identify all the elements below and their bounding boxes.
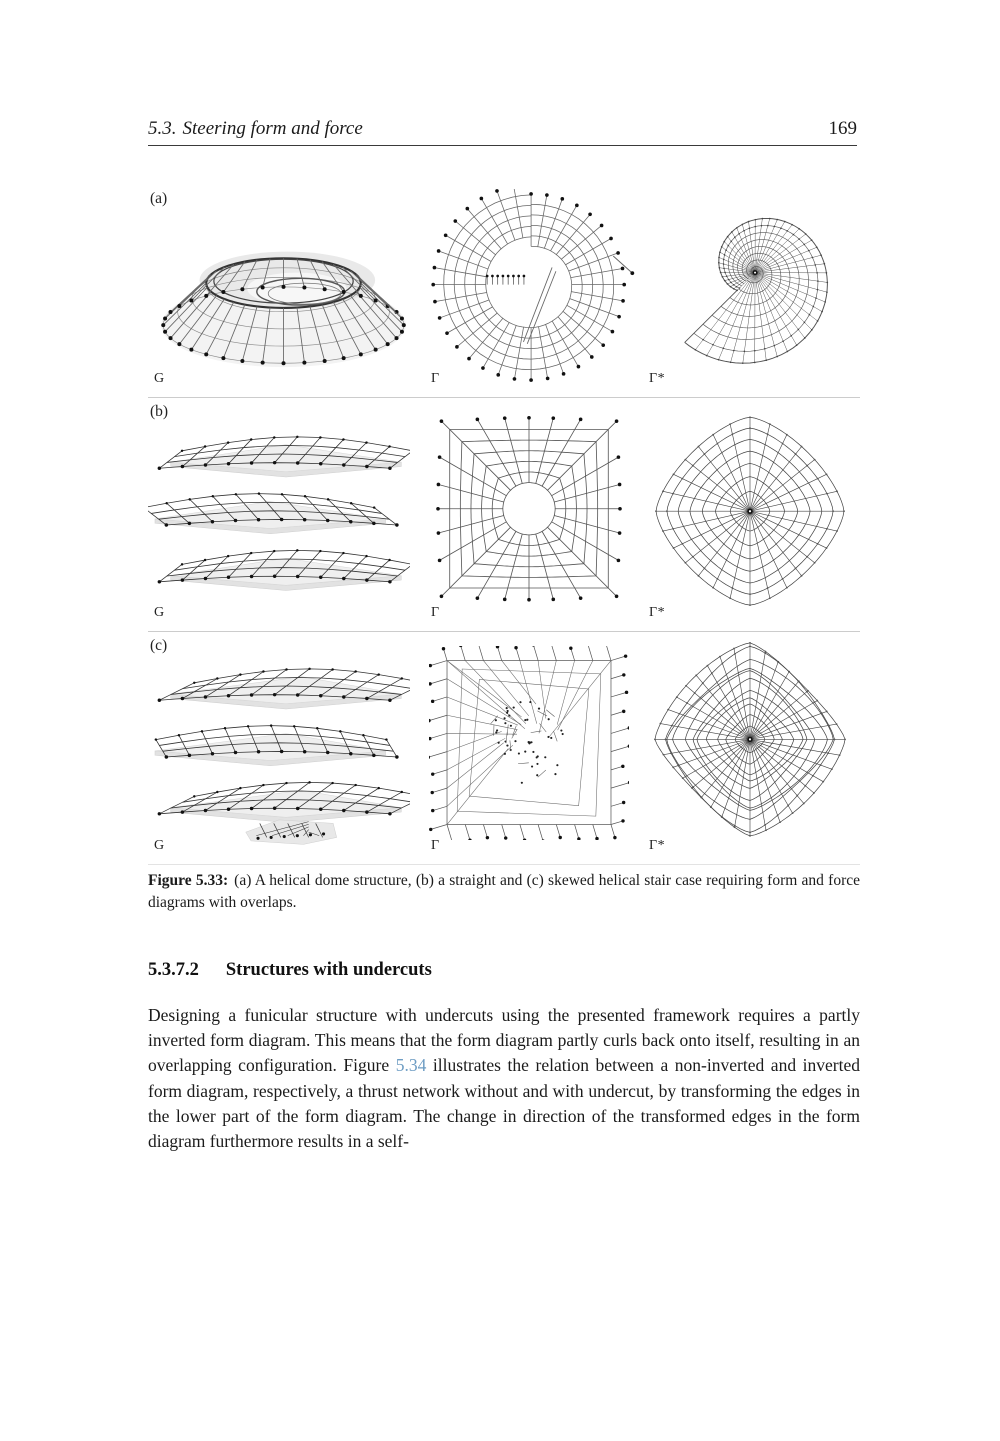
figure-caption-text: (a) A helical dome structure, (b) a straight and (c) skewed helical stair case requiring form and force diagrams with overlaps. xyxy=(148,872,860,911)
label-a-structure: G xyxy=(154,371,165,386)
cell-c-structure xyxy=(148,632,425,864)
paragraph-text-before-link: Designing a funicular structure with undercuts using the presented framework requires a partly inverted form diagram. This means that the form diagram partly curls back onto itself, resulting in an overlapping configuration. Figure xyxy=(148,1005,860,1076)
subsection-title: Structures with undercuts xyxy=(225,960,432,980)
nautilus-force-diagram-figure xyxy=(645,187,857,378)
skewed-staircase-3d-figure xyxy=(148,640,410,854)
header-section-number: 5.3. xyxy=(148,118,177,139)
skewed-form-diagram-figure xyxy=(429,646,629,840)
body-paragraph xyxy=(148,1003,860,1154)
row-b-tag: (b) xyxy=(150,403,169,420)
subsection-number: 5.3.7.2 xyxy=(148,960,199,980)
row-c-tag: (c) xyxy=(150,637,168,654)
cell-a-force-diagram xyxy=(643,185,860,397)
label-c-force: Γ* xyxy=(649,838,666,853)
figure-row-b xyxy=(148,398,860,632)
cell-c-form-diagram xyxy=(425,632,643,864)
square-form-diagram-figure xyxy=(429,414,629,608)
row-a-tag: (a) xyxy=(150,190,168,207)
cell-b-force-diagram xyxy=(643,398,860,631)
figure-caption xyxy=(148,870,860,914)
label-a-form: Γ xyxy=(431,371,440,386)
diamond-force-diagram-figure xyxy=(645,410,855,616)
header-section xyxy=(148,118,363,140)
straight-staircase-3d-figure xyxy=(148,408,410,622)
figure-row-c xyxy=(148,632,860,865)
label-a-force: Γ* xyxy=(649,371,666,386)
header-section-title: Steering form and force xyxy=(182,118,363,139)
paragraph-text-after-link: illustrates the relation between a non-inverted and inverted form diagram, respectively, a thrust network without and with undercut, by transforming the edges in the lower part of the form diagram. The change in direction of the transformed edges in the form diagram furthermore results in a self- xyxy=(148,1055,860,1152)
running-header xyxy=(148,118,857,146)
helical-dome-3d-figure xyxy=(148,187,420,383)
figure-caption-label: Figure 5.33: xyxy=(148,872,229,889)
figure-5-34-link[interactable]: 5.34 xyxy=(395,1055,427,1076)
cell-b-structure xyxy=(148,398,425,631)
label-b-force: Γ* xyxy=(649,605,666,620)
label-b-structure: G xyxy=(154,605,165,620)
cell-c-force-diagram xyxy=(643,632,860,864)
spiral-form-diagram-figure xyxy=(427,189,639,385)
cell-b-form-diagram xyxy=(425,398,643,631)
cell-a-form-diagram xyxy=(425,185,643,397)
figure-row-a xyxy=(148,185,860,398)
label-c-form: Γ xyxy=(431,838,440,853)
dense-diamond-force-diagram-figure xyxy=(645,640,855,846)
page-number: 169 xyxy=(828,118,857,139)
label-c-structure: G xyxy=(154,838,165,853)
subsection-heading xyxy=(148,960,860,981)
cell-a-structure xyxy=(148,185,425,397)
label-b-form: Γ xyxy=(431,605,440,620)
figure-5-33 xyxy=(148,185,860,865)
